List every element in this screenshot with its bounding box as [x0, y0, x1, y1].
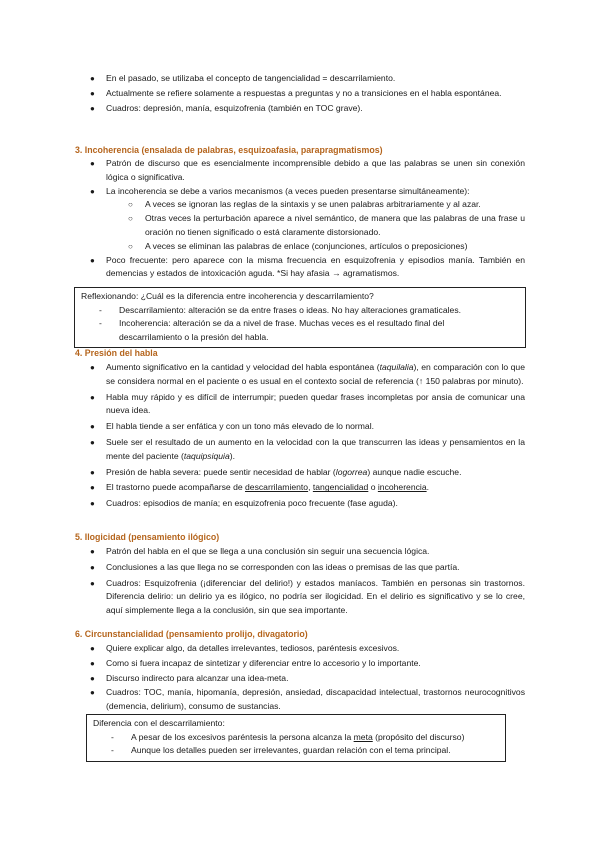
bullet-icon: ● [90, 688, 95, 698]
box-item: - A pesar de los excesivos paréntesis la persona alcanza la meta (propósito del discurso) [93, 731, 499, 745]
bullet-icon: ● [90, 88, 95, 98]
sub-list-item: ○ Otras veces la perturbación aparece a nivel semántico, de manera que las palabras de una frase u oración no tienen significado o está claramente distorsionado. [128, 213, 525, 237]
bullet-icon: ● [90, 74, 95, 83]
circle-bullet-icon: ○ [128, 214, 133, 224]
box-item: - Aunque los detalles pueden ser irrelevantes, guardan relación con el tema principal. [93, 744, 499, 758]
dash-icon: - [99, 304, 102, 315]
list-item: ● Habla muy rápido y es difícil de interrumpir; pueden quedar frases incompletas por ansia de comunicar una nueva idea. [90, 391, 525, 416]
link-incoherencia[interactable]: incoherencia [377, 482, 427, 493]
bullet-icon: ● [90, 437, 95, 447]
list-item: ● Conclusiones a las que llega no se corresponden con las ideas o premisas de las que partía. [0, 561, 600, 575]
section-3-list [0, 157, 600, 281]
bullet-icon: ● [90, 255, 95, 265]
section-heading: 4. Presión del habla [75, 348, 158, 358]
list-item: ● Suele ser el resultado de un aumento en la velocidad con la que transcurren las ideas y pensamientos en la mente del paciente (taquipsiquia). [90, 436, 525, 461]
list-item: ● Cuadros: TOC, manía, hipomanía, depresión, ansiedad, discapacidad intelectual, trastornos neurocognitivos (demencia, delirium), consumo de sustancias. [90, 687, 525, 712]
list-item: ● Cuadros: episodios de manía; en esquizofrenia poco frecuente (fase aguda). [0, 497, 600, 511]
bullet-icon: ● [90, 392, 95, 402]
list-item: ● Actualmente se refiere solamente a respuestas a preguntas y no a transiciones en el habla espontánea. [0, 87, 600, 101]
list-item: ● Patrón de discurso que es esencialmente incomprensible debido a que las palabras se unen sin conexión lógica o significativa. [90, 158, 525, 182]
list-item: ● Quiere explicar algo, da detalles irrelevantes, tediosos, paréntesis excesivos. [0, 642, 600, 656]
section-heading: 6. Circunstancialidad (pensamiento prolijo, divagatorio) [75, 629, 308, 639]
bullet-icon: ● [90, 467, 95, 477]
intro-list [0, 72, 600, 115]
link-descarrilamiento[interactable]: descarrilamiento [245, 482, 309, 493]
dash-icon: - [99, 318, 102, 329]
difference-box [86, 714, 506, 762]
sub-list-item: ○ A veces se eliminan las palabras de enlace (conjunciones, artículos o preposiciones) [0, 240, 600, 254]
link-meta[interactable]: meta [353, 731, 373, 742]
box-title: Reflexionando: ¿Cuál es la diferencia entre incoherencia y descarrilamiento? [81, 291, 374, 301]
sub-list-item: ○ A veces se ignoran las reglas de la sintaxis y se unen palabras arbitrariamente y al azar. [0, 198, 600, 212]
bullet-icon: ● [90, 562, 95, 572]
list-item: ● Como si fuera incapaz de sintetizar y diferenciar entre lo accesorio y lo importante. [0, 657, 600, 671]
reflection-box [74, 287, 526, 348]
list-item: ● Cuadros: Esquizofrenia (¡diferenciar del delirio!) y estados maníacos. También en personas sin trastornos. Diferencia delirio: un delirio ya es ilógico, no podría ser ilogicidad. En el delirio es significativo y se lo cree, aquí simplemente llega a la conclusión, sin que sea importante. [90, 577, 525, 616]
list-item: ● El trastorno puede acompañarse de descarrilamiento, tangencialidad o incoherencia. [0, 481, 600, 495]
bullet-icon: ● [90, 547, 95, 556]
bullet-icon: ● [90, 186, 95, 196]
dash-icon: - [111, 731, 114, 742]
dash-icon: - [111, 745, 114, 756]
bullet-icon: ● [90, 159, 95, 168]
box-item: - Incoherencia: alteración se da a nivel de frase. Muchas veces es el resultado final del descarrilamiento o la presión del habla. [99, 318, 445, 342]
list-item: ● Poco frecuente: pero aparece con la misma frecuencia en esquizofrenia y episodios manía. También en demencias y estados de intoxicación aguda. *Si hay afasia → agramatismos. [90, 254, 525, 279]
list-item: ● En el pasado, se utilizaba el concepto de tangencialidad = descarrilamiento. [0, 72, 600, 86]
bullet-icon: ● [90, 499, 95, 509]
list-item: ● Cuadros: depresión, manía, esquizofrenia (también en TOC grave). [0, 102, 600, 116]
section-heading: 3. Incoherencia (ensalada de palabras, esquizoafasia, parapragmatismos) [75, 145, 383, 155]
list-item: ● Aumento significativo en la cantidad y velocidad del habla espontánea (taquilalia), en comparación con lo que se considera normal en el paciente o es usual en el contexto social de referencia (↑ 150 palabras por minuto). [90, 362, 525, 386]
bullet-icon: ● [90, 422, 95, 432]
list-item: ● Patrón del habla en el que se llega a una conclusión sin seguir una secuencia lógica. [0, 545, 600, 559]
list-item: ● Discurso indirecto para alcanzar una idea-meta. [0, 672, 600, 686]
bullet-icon: ● [90, 673, 95, 683]
bullet-icon: ● [90, 578, 95, 588]
box-title: Diferencia con el descarrilamiento: [93, 718, 225, 728]
bullet-icon: ● [90, 658, 95, 668]
section-heading: 5. Ilogicidad (pensamiento ilógico) [75, 532, 220, 542]
circle-bullet-icon: ○ [128, 200, 133, 210]
section-4-list [0, 361, 600, 511]
section-6-list [0, 642, 600, 714]
list-item: ● El habla tiende a ser enfática y con un tono más elevado de lo normal. [0, 420, 600, 434]
circle-bullet-icon: ○ [128, 241, 133, 251]
bullet-icon: ● [90, 483, 95, 493]
box-item: - Descarrilamiento: alteración se da entre frases o ideas. No hay alteraciones gramaticales. [81, 304, 519, 318]
bullet-icon: ● [90, 363, 95, 372]
bullet-icon: ● [90, 103, 95, 113]
list-item: ● La incoherencia se debe a varios mecanismos (a veces pueden presentarse simultáneamente): [0, 185, 600, 199]
bullet-icon: ● [90, 644, 95, 653]
list-item: ● Presión de habla severa: puede sentir necesidad de hablar (logorrea) aunque nadie escuche. [0, 466, 600, 480]
link-tangencialidad[interactable]: tangencialidad [312, 482, 369, 493]
section-5-list [0, 545, 600, 618]
